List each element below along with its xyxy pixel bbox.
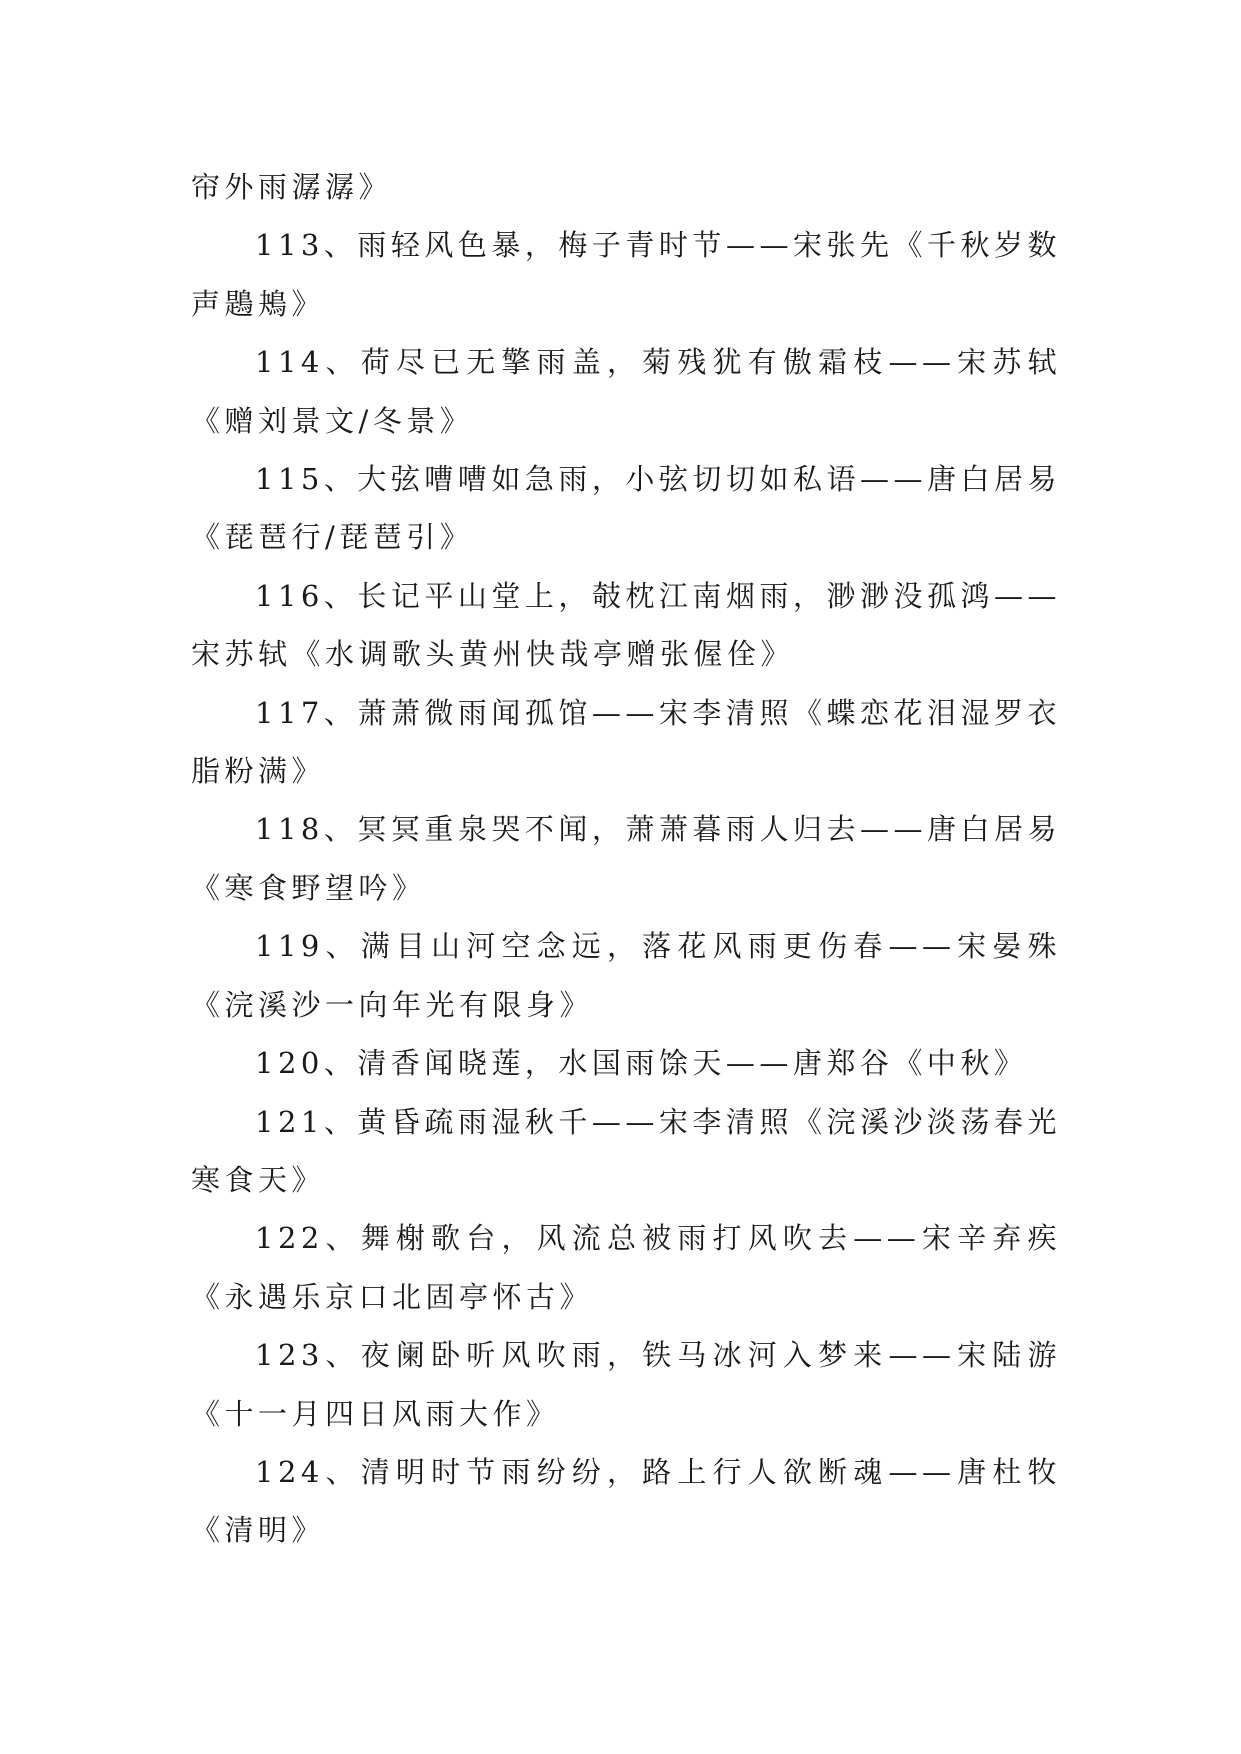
paragraph-120: 120、清香闻晓莲，水国雨馀天——唐郑谷《中秋》 xyxy=(255,1046,1028,1081)
paragraph-121: 121、黄昏疏雨湿秋千——宋李清照《浣溪沙淡荡春光寒食天》 xyxy=(191,1104,1061,1197)
paragraph-114: 114、荷尽已无擎雨盖，菊残犹有傲霜枝——宋苏轼《赠刘景文/冬景》 xyxy=(191,345,1061,438)
paragraph-113: 113、雨轻风色暴，梅子青时节——宋张先《千秋岁数声鶗鴂》 xyxy=(191,228,1061,321)
paragraph-119: 119、满目山河空念远，落花风雨更伤春——宋晏殊《浣溪沙一向年光有限身》 xyxy=(191,929,1061,1022)
paragraph-115: 115、大弦嘈嘈如急雨，小弦切切如私语——唐白居易《琵琶行/琵琶引》 xyxy=(191,462,1061,555)
paragraph-117: 117、萧萧微雨闻孤馆——宋李清照《蝶恋花泪湿罗衣脂粉满》 xyxy=(191,695,1061,789)
document-body xyxy=(191,158,1061,1560)
paragraph-122: 122、舞榭歌台，风流总被雨打风吹去——宋辛弃疾《永遇乐京口北固亭怀古》 xyxy=(191,1221,1061,1314)
paragraph-123: 123、夜阑卧听风吹雨，铁马冰河入梦来——宋陆游《十一月四日风雨大作》 xyxy=(191,1338,1061,1431)
paragraph-continuation: 帘外雨潺潺》 xyxy=(191,170,393,204)
paragraph-116: 116、长记平山堂上，攲枕江南烟雨，渺渺没孤鸿——宋苏轼《水调歌头黄州快哉亭赠张偓佺》 xyxy=(191,578,1061,672)
paragraph-124: 124、清明时节雨纷纷，路上行人欲断魂——唐杜牧《清明》 xyxy=(191,1454,1061,1548)
paragraph-118: 118、冥冥重泉哭不闻，萧萧暮雨人归去——唐白居易《寒食野望吟》 xyxy=(191,812,1061,905)
